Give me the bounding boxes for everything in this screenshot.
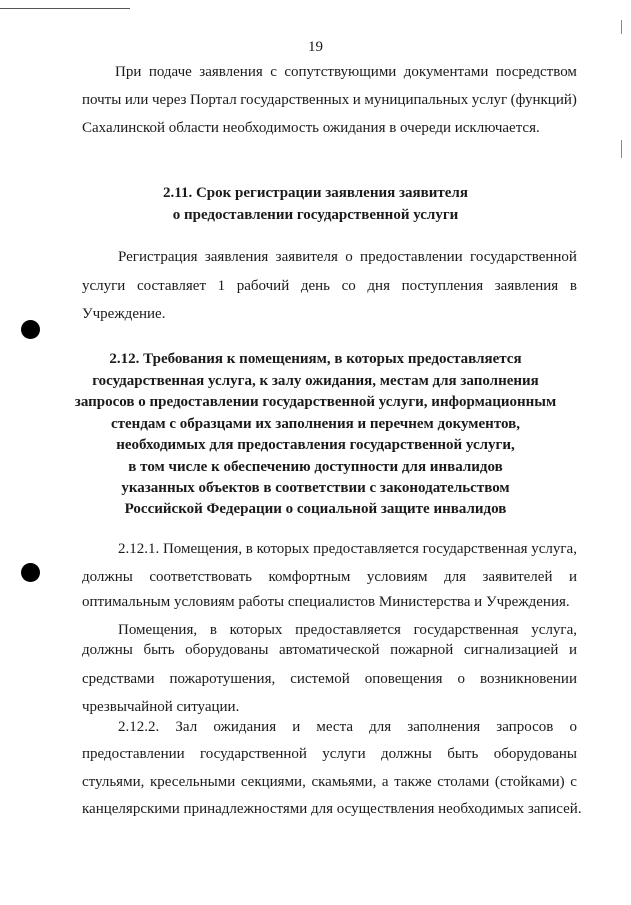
word: о [457, 671, 466, 687]
word: заявления [199, 64, 263, 80]
word: должны [380, 746, 432, 762]
word: пожарной [390, 642, 454, 658]
word: государственной [470, 249, 577, 265]
word: через [152, 92, 187, 108]
text-line [82, 745, 577, 763]
word: почты [82, 92, 122, 108]
word: предоставляется [313, 541, 419, 557]
section-heading: государственная услуга, к залу ожидания, местам для заполнения [92, 373, 539, 389]
word: или [124, 92, 149, 108]
word: столами [437, 774, 490, 790]
word: для [444, 569, 467, 585]
word: места [316, 719, 353, 735]
word: посредством [495, 64, 577, 80]
section-heading: запросов о предоставлении государственной услуги, информационным [74, 394, 557, 410]
word: услуга, [531, 541, 577, 557]
text-line [115, 63, 577, 81]
text-line [82, 641, 577, 659]
word: рабочий [236, 278, 290, 294]
word: Портал [190, 92, 237, 108]
text-line: канцелярскими принадлежностями для осуществления необходимых записей. [82, 801, 582, 817]
word: в [569, 278, 577, 294]
word: При [115, 64, 142, 80]
section-heading: стендам с образцами их заполнения и перечнем документов, [111, 416, 520, 432]
word: средствами [82, 671, 155, 687]
text-line [118, 718, 577, 736]
word: сигнализацией [463, 642, 559, 658]
word: возникновении [479, 671, 577, 687]
word: и [568, 569, 577, 585]
word: услуги [322, 746, 366, 762]
scan-edge-mark [621, 20, 622, 34]
word: составляет [136, 278, 207, 294]
word: с [270, 64, 277, 80]
word: пожаротушения, [169, 671, 276, 687]
section-heading: 2.11. Срок регистрации заявления заявителя [163, 185, 468, 201]
word: системой [290, 671, 350, 687]
word: со [341, 278, 356, 294]
punch-hole [21, 320, 40, 339]
word: заявителя [275, 249, 338, 265]
word: секциями, [240, 774, 306, 790]
word: оповещения [364, 671, 443, 687]
word: а [381, 774, 389, 790]
word: заявления [494, 278, 559, 294]
text-line: оптимальным условиям работы специалистов Министерства и Учреждения. [82, 594, 570, 610]
word: в [209, 622, 217, 638]
text-line [82, 568, 577, 586]
section-heading: Российской Федерации о социальной защите инвалидов [124, 501, 507, 517]
word: предоставляется [295, 622, 401, 638]
section-heading: указанных объектов в соответствии с законодательством [121, 480, 510, 496]
word: и [352, 92, 361, 108]
word: с [570, 774, 577, 790]
word: государственная [422, 541, 528, 557]
word: кресельными [149, 774, 236, 790]
text-line: Сахалинской области необходимость ожидания в очереди исключается. [82, 120, 540, 136]
word: (функций) [510, 92, 577, 108]
scan-artifact-line [0, 8, 130, 9]
text-line [118, 248, 577, 266]
word: дня [367, 278, 390, 294]
word: предоставлении [360, 249, 463, 265]
word: о [569, 719, 577, 735]
word: запросов [496, 719, 554, 735]
page-number: 19 [308, 39, 323, 55]
word: услуги [82, 278, 126, 294]
word: быть [447, 746, 479, 762]
word: документами [403, 64, 489, 80]
word: должны [82, 642, 133, 658]
word: и [568, 642, 577, 658]
word: комфортным [268, 569, 351, 585]
word: Помещения, [162, 541, 243, 557]
text-line: чрезвычайной ситуации. [82, 699, 240, 715]
word: скамьями, [311, 774, 377, 790]
word: также [394, 774, 432, 790]
word: день [300, 278, 331, 294]
word: предоставлении [82, 746, 185, 762]
section-heading: о предоставлении государственной услуги [172, 207, 459, 223]
word: условиям [366, 569, 428, 585]
word: о [345, 249, 353, 265]
section-heading: 2.12. Требования к помещениям, в которых предоставляется [109, 351, 522, 367]
word: Зал [175, 719, 198, 735]
punch-hole [21, 563, 40, 582]
text-line [82, 670, 577, 688]
word: государственной [200, 746, 307, 762]
word: заполнения [407, 719, 481, 735]
text-line [118, 621, 577, 639]
word: оборудованы [493, 746, 577, 762]
word: в [245, 541, 253, 557]
word: поступления [401, 278, 484, 294]
word: и [292, 719, 301, 735]
word: заявителей [482, 569, 553, 585]
word: быть [143, 642, 175, 658]
word: Регистрация [118, 249, 198, 265]
section-heading: необходимых для предоставления государственной услуги, [116, 437, 515, 453]
section-heading: в том числе к обеспечению доступности для инвалидов [128, 459, 503, 475]
word: автоматической [279, 642, 380, 658]
word: муниципальных [364, 92, 469, 108]
word: ожидания [213, 719, 277, 735]
text-line: Учреждение. [82, 306, 166, 322]
word: подаче [148, 64, 192, 80]
word: сопутствующими [284, 64, 397, 80]
word: стульями, [82, 774, 145, 790]
word: соответствовать [149, 569, 253, 585]
word: которых [229, 622, 283, 638]
text-line [82, 91, 577, 109]
word: государственных [240, 92, 350, 108]
word: услуга, [531, 622, 577, 638]
text-line [82, 773, 577, 791]
word: (стойками) [494, 774, 565, 790]
word: для [369, 719, 392, 735]
word: государственная [413, 622, 519, 638]
word: заявления [204, 249, 269, 265]
text-line [118, 540, 577, 558]
scan-edge-mark [621, 140, 622, 158]
word: 2.12.2. [118, 719, 160, 735]
word: Помещения, [118, 622, 198, 638]
word: оборудованы [185, 642, 269, 658]
word: 1 [217, 278, 226, 294]
word: 2.12.1. [118, 541, 160, 557]
word: которых [256, 541, 310, 557]
text-line [82, 277, 577, 295]
word: услуг [471, 92, 508, 108]
word: должны [82, 569, 133, 585]
